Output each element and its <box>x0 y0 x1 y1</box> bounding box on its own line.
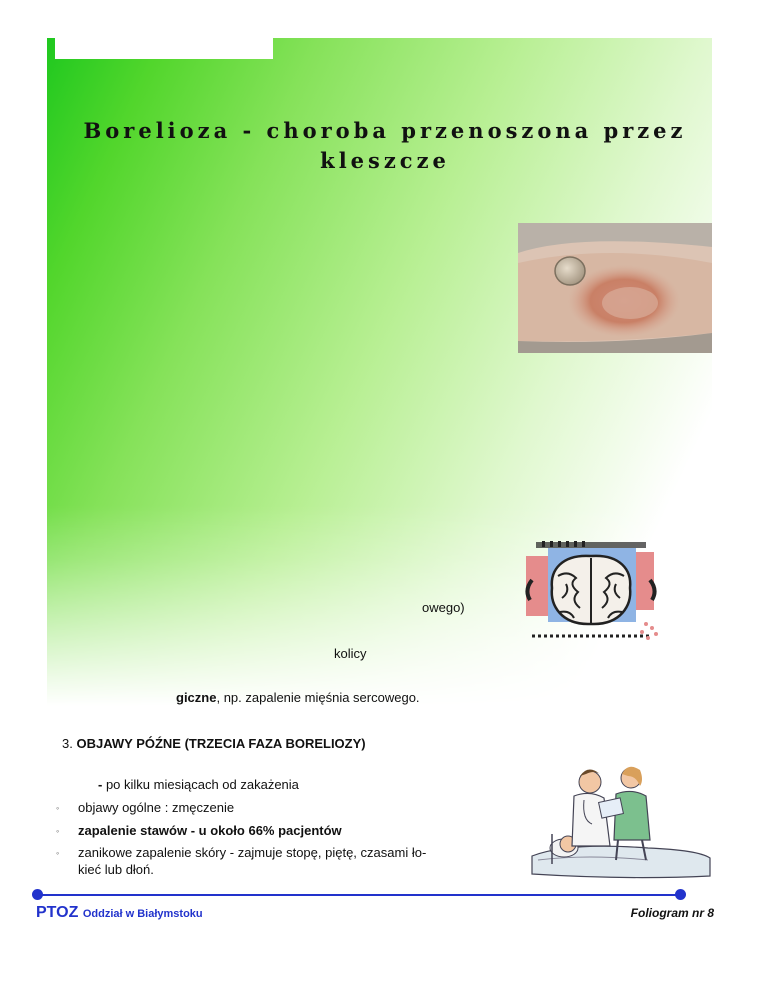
intro-dash: - <box>98 777 103 792</box>
footer-organization <box>36 904 203 922</box>
intro-line <box>98 777 299 792</box>
bullet-icon: ◦ <box>56 803 60 813</box>
section-3-heading <box>62 736 366 751</box>
fragment-text-1: owego) <box>422 600 465 615</box>
page-title: Borelioza - choroba przenoszona przez kleszcze <box>83 118 687 173</box>
list-item: zapalenie stawów - u około 66% pacjentów <box>78 823 342 838</box>
rash-photo <box>518 223 712 353</box>
bullet-icon: ◦ <box>56 826 60 836</box>
fragment-rest: , np. zapalenie mięśnia sercowego. <box>216 690 420 705</box>
list-item-continuation: kieć lub dłoń. <box>78 862 154 877</box>
doctor-nurse-patient-clipart <box>528 760 712 886</box>
footer-dot-left <box>32 889 43 900</box>
footer-divider <box>38 894 680 896</box>
brain-clipart <box>522 540 660 648</box>
fragment-text-3 <box>176 690 420 705</box>
foliogram-number: Foliogram nr 8 <box>630 906 714 920</box>
section-title: OBJAWY PÓŹNE (TRZECIA FAZA BORELIOZY) <box>76 736 366 751</box>
list-item: zanikowe zapalenie skóry - zajmuje stopę, piętę, czasami ło- <box>78 845 427 860</box>
header-tab <box>55 38 273 59</box>
intro-text: po kilku miesiącach od zakażenia <box>102 777 299 792</box>
footer-dot-right <box>675 889 686 900</box>
section-number: 3. <box>62 736 73 751</box>
org-branch: Oddział w Białymstoku <box>82 908 203 920</box>
fragment-bold: giczne <box>176 690 217 705</box>
list-item: objawy ogólne : zmęczenie <box>78 800 235 815</box>
org-short: PTOZ <box>36 904 79 921</box>
fragment-text-2: kolicy <box>334 646 367 661</box>
bullet-icon: ◦ <box>56 848 60 858</box>
